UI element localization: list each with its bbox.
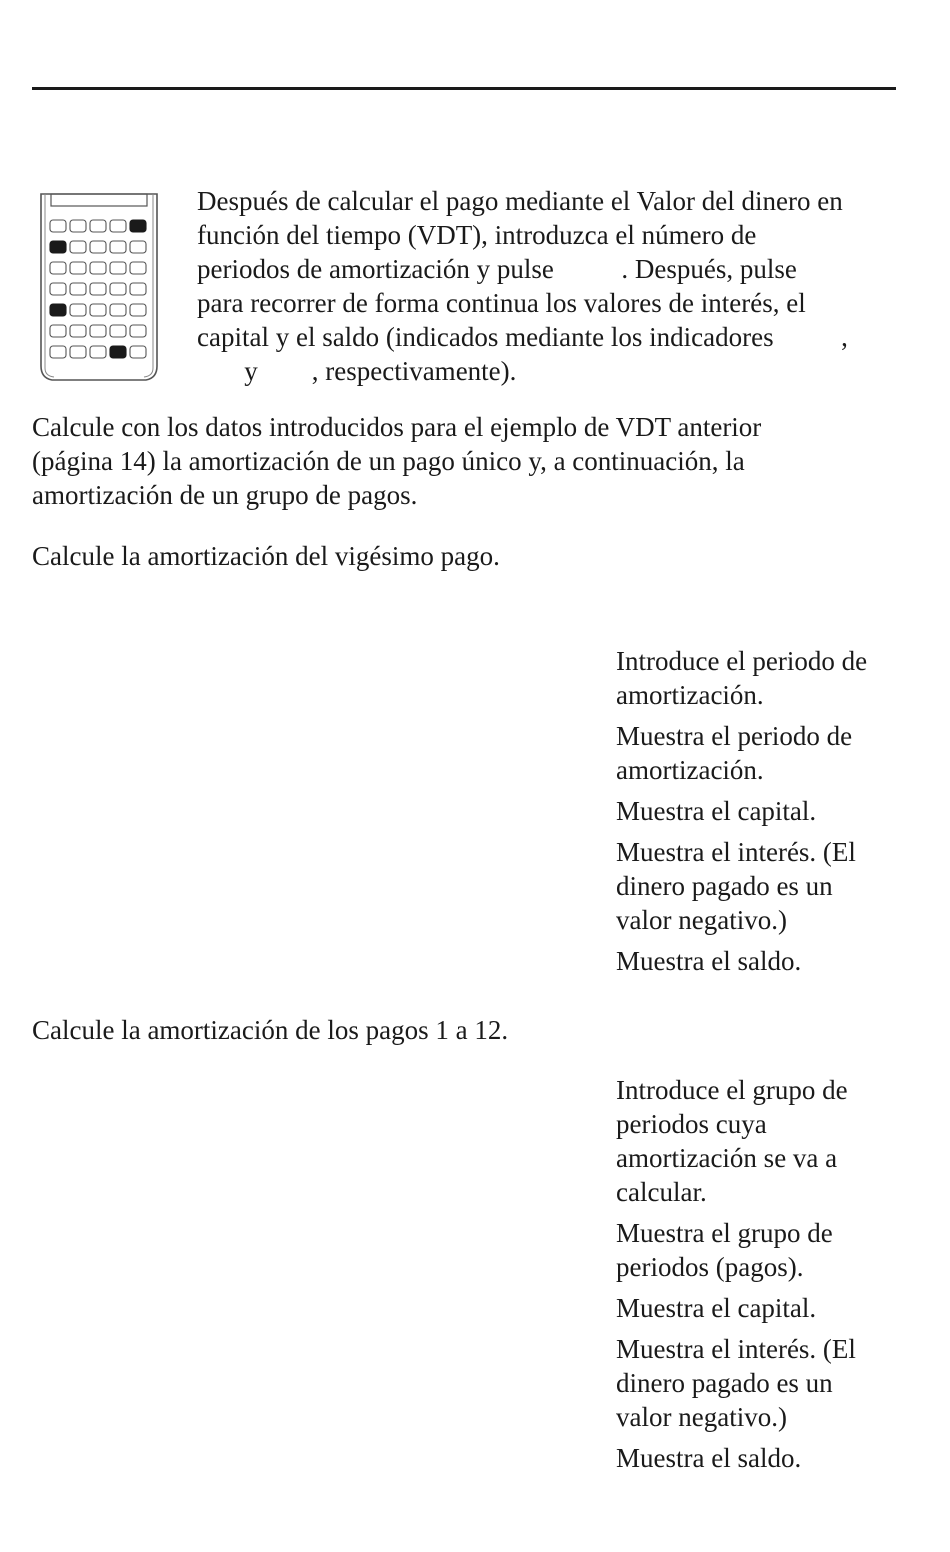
- calculator-key: [90, 220, 106, 232]
- calculator-key: [110, 304, 126, 316]
- calculator-key: [70, 241, 86, 253]
- calculator-key: [70, 325, 86, 337]
- calculator-key: [130, 283, 146, 295]
- calculator-key: [50, 325, 66, 337]
- single-payment-steps: [616, 644, 916, 985]
- step-description: Muestra el interés. (El dinero pagado es un valor negativo.): [616, 1334, 856, 1432]
- calculator-key: [90, 241, 106, 253]
- step-description: Muestra el capital.: [616, 1293, 817, 1323]
- highlighted-key: [50, 241, 66, 253]
- step-description: Muestra el saldo.: [616, 1443, 802, 1473]
- calculator-key: [110, 241, 126, 253]
- calculator-key: [110, 262, 126, 274]
- example-intro-line: amortización de un grupo de pagos.: [32, 480, 418, 510]
- intro-line: para recorrer de forma continua los valores de interés, el: [197, 288, 806, 318]
- calculator-key: [70, 283, 86, 295]
- step-description: Muestra el saldo.: [616, 946, 802, 976]
- calculator-key: [90, 304, 106, 316]
- step-description: Introduce el grupo de periodos cuya amortización se va a calcular.: [616, 1075, 848, 1207]
- calculator-key: [50, 220, 66, 232]
- calculator-key: [110, 325, 126, 337]
- highlighted-key: [50, 304, 66, 316]
- intro-line: capital y el saldo (indicados mediante los indicadores ,: [197, 322, 848, 352]
- single-payment-heading: Calcule la amortización del vigésimo pago.: [32, 541, 500, 571]
- page-header-rule: [32, 87, 896, 90]
- intro-line: Después de calcular el pago mediante el Valor del dinero en: [197, 186, 843, 216]
- calculator-key: [70, 220, 86, 232]
- example-intro-line: Calcule con los datos introducidos para el ejemplo de VDT anterior: [32, 412, 762, 442]
- calculator-key: [70, 262, 86, 274]
- calculator-key: [110, 283, 126, 295]
- calculator-key: [50, 283, 66, 295]
- calculator-key: [70, 346, 86, 358]
- highlighted-key: [130, 220, 146, 232]
- group-payments-heading: Calcule la amortización de los pagos 1 a 12.: [32, 1015, 509, 1045]
- calculator-keys: [50, 220, 146, 358]
- group-payments-steps: [616, 1073, 916, 1482]
- calculator-keypad-icon: [36, 190, 162, 384]
- calculator-key: [50, 346, 66, 358]
- example-intro-line: (página 14) la amortización de un pago único y, a continuación, la: [32, 446, 745, 476]
- step-description: Muestra el interés. (El dinero pagado es un valor negativo.): [616, 837, 856, 935]
- step-description: Muestra el grupo de periodos (pagos).: [616, 1218, 833, 1282]
- calculator-key: [50, 262, 66, 274]
- example-intro-paragraph: [32, 410, 852, 512]
- calculator-key: [130, 304, 146, 316]
- step-description: Introduce el periodo de amortización.: [616, 646, 868, 710]
- calculator-key: [90, 262, 106, 274]
- intro-line: y , respectivamente).: [197, 356, 517, 386]
- calculator-key: [90, 283, 106, 295]
- intro-line: función del tiempo (VDT), introduzca el número de: [197, 220, 757, 250]
- calculator-key: [130, 325, 146, 337]
- calculator-key: [130, 262, 146, 274]
- intro-line: periodos de amortización y pulse . Después, pulse: [197, 254, 797, 284]
- calculator-key: [130, 241, 146, 253]
- calculator-key: [130, 346, 146, 358]
- step-description: Muestra el capital.: [616, 796, 817, 826]
- highlighted-key: [110, 346, 126, 358]
- intro-paragraph: [197, 184, 897, 388]
- calculator-key: [110, 220, 126, 232]
- calculator-key: [90, 346, 106, 358]
- calculator-key: [70, 304, 86, 316]
- calculator-key: [90, 325, 106, 337]
- step-description: Muestra el periodo de amortización.: [616, 721, 853, 785]
